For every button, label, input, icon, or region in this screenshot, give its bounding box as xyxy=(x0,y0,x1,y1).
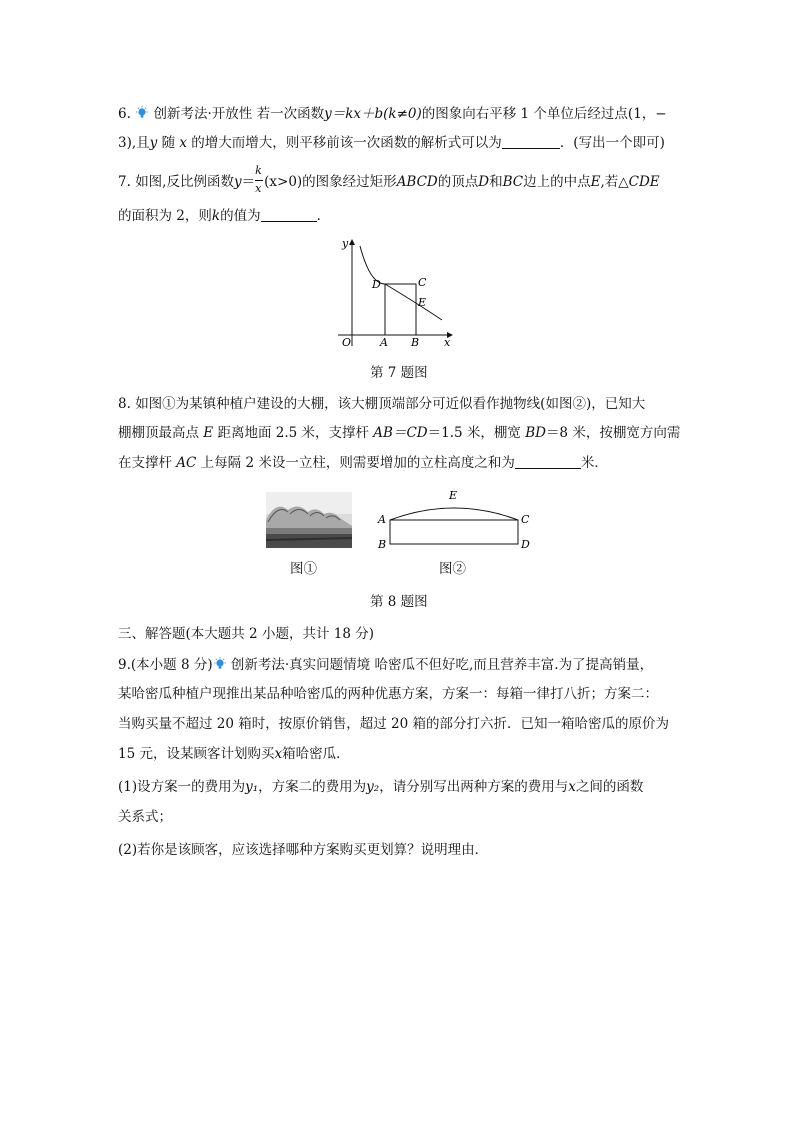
q7-text-5: ,若△ xyxy=(600,174,629,190)
q7-figure-caption: 第 7 题图 xyxy=(370,365,428,381)
q9-y1: y₁ xyxy=(245,779,259,795)
q8-line2-b: 距离地面 2.5 米，支撑杆 xyxy=(213,425,374,441)
q6-text-2: 的图象向右平移 1 个单位后经过点(1，− xyxy=(421,106,667,122)
q9-p1-b: ，方案二的费用为 xyxy=(258,779,367,795)
q9-y2: y₂ xyxy=(366,779,380,795)
q6-answer-blank[interactable] xyxy=(502,134,560,149)
q7-cond: (x>0)的图象经过矩形 xyxy=(264,174,397,190)
q7-number: 7. xyxy=(118,174,131,190)
q7-rectangle-abcd xyxy=(385,284,416,335)
q8-rectangle xyxy=(390,520,518,544)
q8-label-a: A xyxy=(378,513,386,526)
q9-line4-a: 15 元，设某顾客计划购买 xyxy=(118,746,275,762)
section-heading: 三、解答题(本大题共 2 小题，共计 18 分) xyxy=(118,626,374,642)
q7-answer-blank[interactable] xyxy=(261,207,317,222)
q7-label-b: B xyxy=(411,336,420,349)
q7-fraction xyxy=(255,164,264,195)
q7-text-2: 的顶点 xyxy=(437,174,479,190)
q8-line2-a: 棚棚顶最高点 xyxy=(118,425,204,441)
q9-line1: 哈密瓜不但好吃,而且营养丰富.为了提高销量， xyxy=(374,657,654,673)
q7-abcd: ABCD xyxy=(396,174,438,190)
q6-line-2 xyxy=(118,133,665,153)
q7-cde: CDE xyxy=(628,174,660,190)
q9-p1-x: x xyxy=(568,779,576,795)
q6-line-1 xyxy=(118,104,667,124)
q7-line2-a: 的面积为 2，则 xyxy=(118,208,212,224)
q9-p1-a: (1)设方案一的费用为 xyxy=(118,779,246,795)
q8-label-b: B xyxy=(378,538,387,551)
q9-line-1 xyxy=(118,655,653,675)
q7-bc: BC xyxy=(502,174,524,190)
q9-line4-b: 箱哈密瓜． xyxy=(282,746,350,762)
q8-label-d: D xyxy=(521,538,530,551)
lightbulb-icon xyxy=(213,657,227,671)
q7-frac-num: k xyxy=(255,164,262,177)
q6-line2-d: ．(写出一个即可) xyxy=(559,135,665,151)
q9-tag: 创新考法·真实问题情境 xyxy=(230,657,371,673)
q8-parabola-arc xyxy=(390,508,518,520)
q6-line2-b: 随 xyxy=(157,135,180,151)
q8-answer-blank[interactable] xyxy=(515,454,581,469)
q8-caption-diagram: 图② xyxy=(439,561,466,577)
q8-line2-c: ＝1.5 米，棚宽 xyxy=(427,425,526,441)
q6-line2-c: 的增大而增大，则平移前该一次函数的解析式可以为 xyxy=(187,135,502,151)
q8-label-e: E xyxy=(449,489,458,502)
q9-p1-d: 之间的函数 xyxy=(575,779,644,795)
q8-caption-photo: 图① xyxy=(290,561,317,577)
q6-number: 6. xyxy=(118,106,131,122)
q9-line-2: 某哈密瓜种植户现推出某品种哈密瓜的两种优惠方案，方案一：每箱一律打八折；方案二： xyxy=(118,686,658,702)
q7-text-4: 边上的中点 xyxy=(523,174,591,190)
q7-label-e: E xyxy=(418,296,427,309)
q7-var-k: k xyxy=(211,208,221,224)
q8-line1: 如图①为某镇种植户建设的大棚，该大棚顶端部分可近似看作抛物线(如图②)，已知大 xyxy=(135,396,646,412)
q7-line2-b: 的值为 xyxy=(220,208,261,224)
q8-number: 8. xyxy=(118,396,131,412)
q7-line-1 xyxy=(118,164,660,195)
q7-var-y: y xyxy=(233,174,242,190)
q7-line2-c: ． xyxy=(316,208,331,224)
q7-frac-den: x xyxy=(255,182,262,195)
q7-text-1: 如图,反比例函数 xyxy=(135,174,234,190)
greenhouse-photo xyxy=(266,492,352,548)
q8-line3-c: 米． xyxy=(580,455,608,471)
q9-part1-line-1 xyxy=(118,777,643,797)
q8-line3-b: 上每隔 2 米设一立柱，则需要增加的立柱高度之和为 xyxy=(196,455,515,471)
q6-tag: 创新考法·开放性 xyxy=(153,106,253,122)
q6-var-y: y xyxy=(149,135,158,151)
lightbulb-icon xyxy=(135,106,149,120)
q8-line2-d: ＝8 米，按棚宽方向需 xyxy=(545,425,681,441)
q7-text-3: 和 xyxy=(489,174,503,190)
q9-part2: (2)若你是该顾客，应该选择哪种方案购买更划算？说明理由． xyxy=(118,842,489,858)
q8-figure-caption: 第 8 题图 xyxy=(370,594,428,610)
q6-text-1: 若一次函数 xyxy=(256,106,325,122)
q8-ac: AC xyxy=(176,455,197,471)
q8-line-3 xyxy=(118,453,608,473)
q8-line-2 xyxy=(118,423,680,443)
q7-label-a: A xyxy=(380,336,388,349)
q8-diagram xyxy=(374,486,534,552)
q6-var-x: x xyxy=(179,135,188,151)
q8-bd: BD xyxy=(525,425,546,441)
q9-line-4 xyxy=(118,744,350,764)
q8-line-1 xyxy=(118,394,645,414)
q8-ab-cd: AB＝CD xyxy=(373,425,428,441)
q9-prefix: 9.(本小题 8 分) xyxy=(118,657,213,673)
q8-line3-a: 在支撑杆 xyxy=(118,455,177,471)
q6-expression: y＝kx＋b(k≠0) xyxy=(324,106,422,122)
q9-line-3: 当购买量不超过 20 箱时，按原价销售，超过 20 箱的部分打六折．已知一箱哈密瓜的原价为 xyxy=(118,716,670,732)
q8-label-c: C xyxy=(521,513,530,526)
q7-line-2 xyxy=(118,206,330,226)
q7-label-c: C xyxy=(418,276,427,289)
q7-label-d: D xyxy=(372,278,381,291)
q7-e: E xyxy=(590,174,601,190)
q9-p1-c: ，请分别写出两种方案的费用与 xyxy=(379,779,569,795)
q7-label-o: O xyxy=(342,336,352,349)
q7-label-y: y xyxy=(342,237,349,250)
q8-e: E xyxy=(203,425,214,441)
q7-d: D xyxy=(478,174,490,190)
q9-var-x: x xyxy=(274,746,283,762)
q6-line2-a: 3),且 xyxy=(118,135,150,151)
q7-label-x: x xyxy=(444,336,451,349)
q7-figure xyxy=(330,234,470,350)
q7-eq: ＝ xyxy=(241,174,256,190)
q9-part1-line-2: 关系式； xyxy=(118,809,172,825)
